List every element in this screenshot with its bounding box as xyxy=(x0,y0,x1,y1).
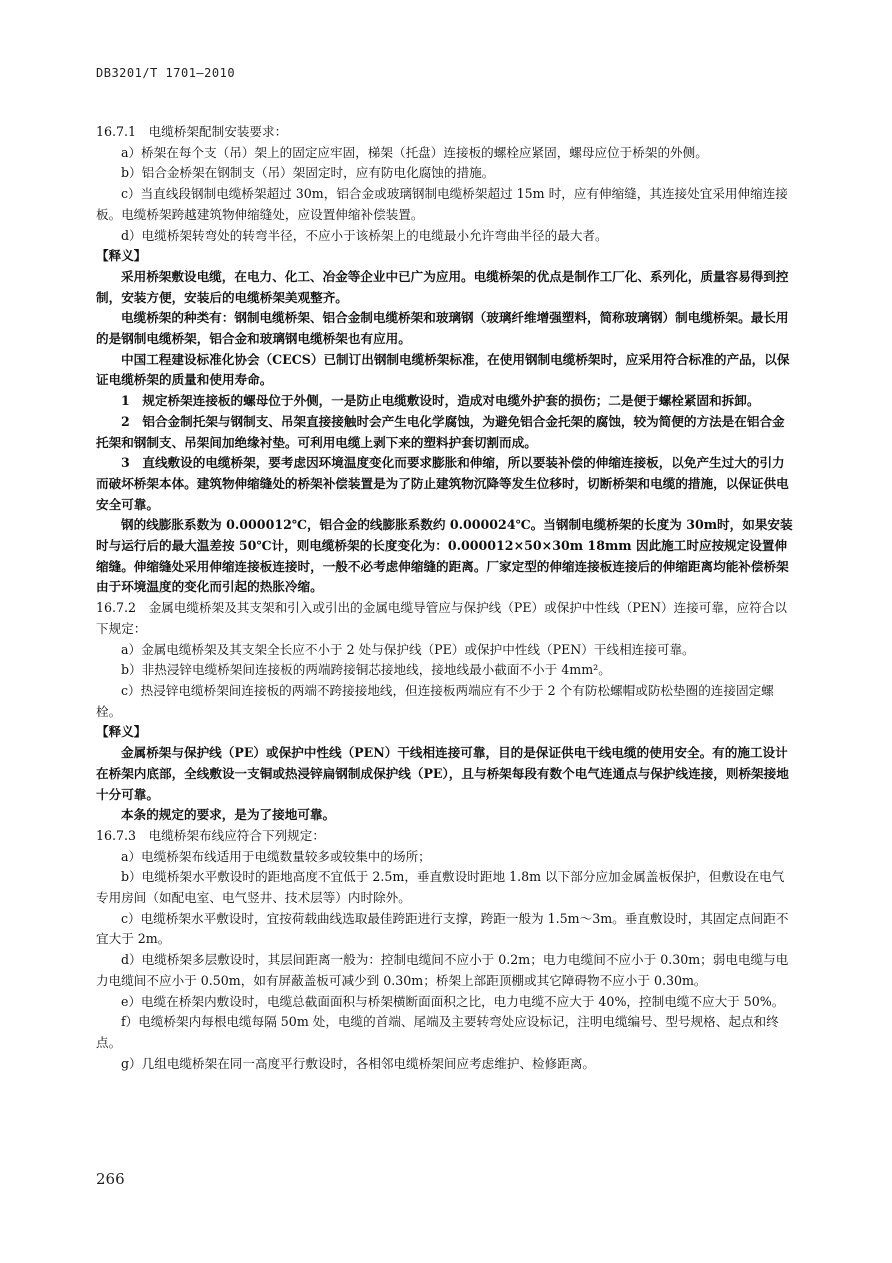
clause-paragraph: b）电缆桥架水平敷设时的距地高度不宜低于 2.5m，垂直敷设时距地 1.8m 以下部分应加金属盖板保护，但敷设在电气专用房间（如配电室、电气竖井、技术层等）内时除外。 xyxy=(96,869,785,906)
clause-paragraph: a）桥架在每个支（吊）架上的固定应牢固，梯架（托盘）连接板的螺栓应紧固，螺母应位于桥架的外侧。 xyxy=(121,144,708,160)
clause-paragraph: 16.7.1 电缆桥架配制安装要求： xyxy=(96,124,288,139)
clause-paragraph: c）电缆桥架水平敷设时，宜按荷载曲线选取最佳跨距进行支撑，跨距一般为 1.5m～3m。垂直敷设时，其固定点间距不宜大于 2m。 xyxy=(96,910,789,947)
commentary-heading: 【释义】 xyxy=(96,724,147,740)
commentary-paragraph: 钢的线膨胀系数为 0.000012℃，铝合金的线膨胀系数约 0.000024℃。当钢制电缆桥架的长度为 30m时，如果安装时与运行后的最大温差按 50℃计，则电缆桥架的长度变化为：0.000012×50×30m 18mm 因此施工时应按规定设置伸缩缝。伸缩缝处采用伸缩连接板连接时，一般不必考虑伸缩缝的距离。厂家定型的伸缩连接板连接后的伸缩距离均能补偿桥架由于环境温度的变化而引起的热胀冷缩。 xyxy=(96,517,793,595)
commentary-paragraph: 1 规定桥架连接板的螺母位于外侧，一是防止电缆敷设时，造成对电缆外护套的损伤；二是便于螺栓紧固和拆卸。 xyxy=(121,393,760,409)
clause-paragraph: f）电缆桥架内每根电缆每隔 50m 处，电缆的首端、尾端及主要转弯处应设标记，注明电缆编号、型号规格、起点和终点。 xyxy=(96,1014,779,1050)
clause-paragraph: 16.7.2 金属电缆桥架及其支架和引入或引出的金属电缆导管应与保护线（PE）或保护中性线（PEN）连接可靠，应符合以下规定： xyxy=(96,600,787,636)
body-text xyxy=(96,122,796,1074)
clause-paragraph: g）几组电缆桥架在同一高度平行敷设时，各相邻电缆桥架间应考虑维护、检修距离。 xyxy=(121,1055,596,1071)
page-number: 266 xyxy=(96,1170,125,1188)
clause-paragraph: c）当直线段钢制电缆桥架超过 30m，铝合金或玻璃钢制电缆桥架超过 15m 时，应有伸缩缝，其连接处宜采用伸缩连接板。电缆桥架跨越建筑物伸缩缝处，应设置伸缩补偿装置。 xyxy=(96,186,788,222)
commentary-paragraph: 3 直线敷设的电缆桥架，要考虑因环境温度变化而要求膨胀和伸缩，所以要装补偿的伸缩连接板，以免产生过大的引力而破坏桥架本体。建筑物伸缩缝处的桥架补偿装置是为了防止建筑物沉降等发生位移时，切断桥架和电缆的措施，以保证供电安全可靠。 xyxy=(96,455,789,512)
commentary-paragraph: 金属桥架与保护线（PE）或保护中性线（PEN）干线相连接可靠，目的是保证供电干线电缆的使用安全。有的施工设计在桥架内底部，全线敷设一支铜或热浸锌扁钢制成保护线（PE），且与桥架每段有数个电气连通点与保护线连接，则桥架接地十分可靠。 xyxy=(96,745,789,802)
clause-paragraph: b）非热浸锌电缆桥架间连接板的两端跨接铜芯接地线，接地线最小截面不小于 4mm²。 xyxy=(121,662,611,678)
commentary-paragraph: 2 铝合金制托架与钢制支、吊架直接接触时会产生电化学腐蚀，为避免铝合金托架的腐蚀，较为简便的方法是在铝合金托架和钢制支、吊架间加绝缘衬垫。可利用电缆上剥下来的塑料护套切割而成。 xyxy=(96,413,785,450)
clause-paragraph: a）电缆桥架布线适用于电缆数量较多或较集中的场所； xyxy=(121,848,431,864)
clause-paragraph: d）电缆桥架转弯处的转弯半径，不应小于该桥架上的电缆最小允许弯曲半径的最大者。 xyxy=(121,227,608,243)
commentary-paragraph: 采用桥架敷设电缆，在电力、化工、冶金等企业中已广为应用。电缆桥架的优点是制作工厂化、系列化，质量容易得到控制，安装方便，安装后的电缆桥架美观整齐。 xyxy=(96,268,789,305)
clause-paragraph: 16.7.3 电缆桥架布线应符合下列规定： xyxy=(96,827,325,843)
commentary-heading: 【释义】 xyxy=(96,248,147,264)
clause-paragraph: e）电缆在桥架内敷设时，电缆总截面面积与桥架横断面面积之比，电力电缆不应大于 40%，控制电缆不应大于 50%。 xyxy=(121,993,785,1009)
commentary-paragraph: 本条的规定的要求，是为了接地可靠。 xyxy=(121,807,336,823)
commentary-paragraph: 电缆桥架的种类有：钢制电缆桥架、铝合金制电缆桥架和玻璃钢（玻璃纤维增强塑料，简称玻璃钢）制电缆桥架。最长用的是钢制电缆桥架，铝合金和玻璃钢电缆桥架也有应用。 xyxy=(96,310,789,347)
clause-paragraph: a）金属电缆桥架及其支架全长应不小于 2 处与保护线（PE）或保护中性线（PEN）干线相连接可靠。 xyxy=(121,641,695,657)
clause-paragraph: d）电缆桥架多层敷设时，其层间距离一般为：控制电缆间不应小于 0.2m；电力电缆间不应小于 0.30m；弱电电缆与电力电缆间不应小于 0.50m，如有屏蔽盖板可减少到 0.30m；桥架上部距顶棚或其它障碍物不应小于 0.30m。 xyxy=(96,952,789,988)
standard-code: DB3201/T 1701—2010 xyxy=(96,66,236,80)
commentary-paragraph: 中国工程建设标准化协会（CECS）已制订出钢制电缆桥架标准，在使用钢制电缆桥架时，应采用符合标准的产品，以保证电缆桥架的质量和使用寿命。 xyxy=(96,351,790,388)
clause-paragraph: b）铝合金桥架在钢制支（吊）架固定时，应有防电化腐蚀的措施。 xyxy=(121,165,495,181)
clause-paragraph: c）热浸锌电缆桥架间连接板的两端不跨接接地线，但连接板两端应有不少于 2 个有防松螺帽或防松垫圈的连接固定螺栓。 xyxy=(96,682,774,719)
